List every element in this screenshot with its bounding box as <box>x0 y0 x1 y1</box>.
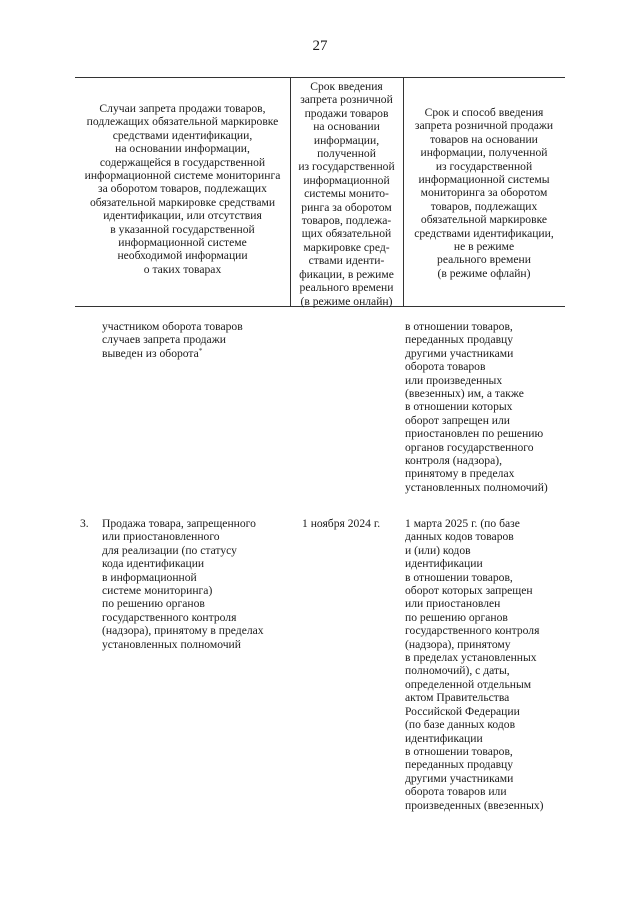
header-line: полученной <box>317 147 376 161</box>
offline-line: в отношении товаров, <box>405 320 513 333</box>
header-line: ринга за оборотом <box>301 200 392 214</box>
header-line: Срок и способ введения <box>424 106 544 119</box>
case-line: случаев запрета продажи <box>102 333 226 347</box>
case-line: в информационной <box>102 570 197 584</box>
header-line: средствами идентификации, <box>414 226 554 240</box>
offline-line: полномочий), с даты, <box>405 664 510 678</box>
offline-line: оборот которых запрещен <box>405 584 533 598</box>
header-line: обязательной маркировке <box>420 213 548 227</box>
header-line: товаров на основании <box>430 132 538 146</box>
header-cases <box>75 102 290 276</box>
header-line: товаров, подлежащих <box>430 199 538 213</box>
offline-line: произведенных (ввезенных) <box>405 798 544 812</box>
row-3-number: 3. <box>80 517 89 530</box>
offline-line: приостановлен по решению <box>405 427 544 441</box>
offline-line: другими участниками <box>405 346 514 360</box>
header-line: продажи товаров <box>304 106 389 120</box>
header-offline-deadline <box>403 106 565 280</box>
offline-line: (надзора), принятому <box>405 637 511 651</box>
header-line: информационной системы <box>418 173 550 187</box>
offline-line: в отношении товаров, <box>405 744 513 758</box>
offline-line: переданных продавцу <box>405 758 514 772</box>
case-line: установленных полномочий <box>102 637 241 651</box>
offline-line: актом Правительства <box>405 691 510 705</box>
header-line: за оборотом товаров, подлежащих <box>98 182 267 196</box>
offline-line: данных кодов товаров <box>405 530 514 544</box>
offline-line: государственного контроля <box>405 624 540 638</box>
offline-line: идентификации <box>405 557 483 571</box>
header-line: информационной системе <box>118 236 247 250</box>
header-line: запрета розничной <box>300 93 393 107</box>
header-line: информации, <box>313 133 380 147</box>
case-line: участником оборота товаров <box>102 320 243 333</box>
header-line: Случаи запрета продажи товаров, <box>99 102 266 115</box>
row-3-offline-text <box>405 517 544 812</box>
table-top-border <box>75 77 565 78</box>
offline-line: переданных продавцу <box>405 333 514 347</box>
offline-line: (ввезенных) им, а также <box>405 387 524 401</box>
header-online-deadline <box>290 80 403 308</box>
header-line: системы монито- <box>304 187 389 201</box>
offline-line: в отношении товаров, <box>405 570 513 584</box>
offline-line: в отношении которых <box>405 400 513 414</box>
header-line: реального времени <box>299 281 394 295</box>
header-line: ствами иденти- <box>308 254 385 268</box>
case-line: выведен из оборота* <box>102 346 203 360</box>
offline-line: или произведенных <box>405 373 503 387</box>
header-line: информационной <box>303 173 390 187</box>
header-line: мониторинга за оборотом <box>420 186 548 200</box>
header-line: товаров, подлежа- <box>301 214 392 228</box>
case-line: Продажа товара, запрещенного <box>102 517 256 530</box>
header-line: идентификации, или отсутствия <box>103 209 262 223</box>
case-line: государственного контроля <box>102 610 237 624</box>
header-line: маркировке сред- <box>303 240 390 254</box>
page-number: 27 <box>312 38 328 54</box>
offline-line: или приостановлен <box>405 597 501 611</box>
header-line: информации, полученной <box>420 146 548 160</box>
header-line: (в режиме офлайн) <box>437 266 531 280</box>
header-line: информационной системе мониторинга <box>84 169 281 183</box>
header-line: Срок введения <box>310 80 383 93</box>
offline-line: оборот запрещен или <box>405 413 510 427</box>
offline-line: контроля (надзора), <box>405 454 502 468</box>
case-line: по решению органов <box>102 597 205 611</box>
header-line: на основании информации, <box>115 142 250 156</box>
offline-line: 1 марта 2025 г. (по базе <box>405 517 520 530</box>
case-line: для реализации (по статусу <box>102 543 237 557</box>
offline-line: оборота товаров или <box>405 785 507 799</box>
header-line: из государственной <box>435 159 533 173</box>
header-line: реального времени <box>437 253 531 267</box>
header-line: (в режиме онлайн) <box>300 294 393 308</box>
offline-line: другими участниками <box>405 771 514 785</box>
continuation-case-text <box>102 320 243 360</box>
offline-line: идентификации <box>405 731 483 745</box>
header-line: необходимой информации <box>117 249 248 263</box>
header-line: средствами идентификации, <box>112 128 253 142</box>
header-line: в указанной государственной <box>110 222 255 236</box>
offline-line: установленных полномочий) <box>405 480 548 494</box>
case-line: кода идентификации <box>102 557 205 571</box>
offline-line: Российской Федерации <box>405 704 520 718</box>
case-line: или приостановленного <box>102 530 220 544</box>
offline-line: (по базе данных кодов <box>405 718 516 732</box>
header-line: подлежащих обязательной маркировке <box>86 115 279 129</box>
offline-line: принятому в пределах <box>405 467 515 481</box>
continuation-offline-text <box>405 320 548 494</box>
case-line: системе мониторинга) <box>102 584 213 598</box>
header-line: из государственной <box>298 160 395 174</box>
footnote-marker: * <box>198 346 203 355</box>
header-line: фикации, в режиме <box>299 267 394 281</box>
row-3-online-date: 1 ноября 2024 г. <box>302 517 381 530</box>
header-line: о таких товарах <box>143 262 222 276</box>
offline-line: органов государственного <box>405 440 534 454</box>
offline-line: в пределах установленных <box>405 651 537 665</box>
offline-line: оборота товаров <box>405 360 486 374</box>
offline-line: и (или) кодов <box>405 543 471 557</box>
row-3-case-text <box>102 517 264 651</box>
case-line: (надзора), принятому в пределах <box>102 624 264 638</box>
header-line: на основании <box>313 120 380 134</box>
header-line: содержащейся в государственной <box>99 155 266 169</box>
header-line: запрета розничной продажи <box>414 119 554 133</box>
header-line: обязательной маркировке средствами <box>89 195 276 209</box>
offline-line: по решению органов <box>405 610 508 624</box>
header-line: не в режиме <box>453 240 515 254</box>
header-line: щих обязательной <box>301 227 392 241</box>
offline-line: определенной отдельным <box>405 677 532 691</box>
